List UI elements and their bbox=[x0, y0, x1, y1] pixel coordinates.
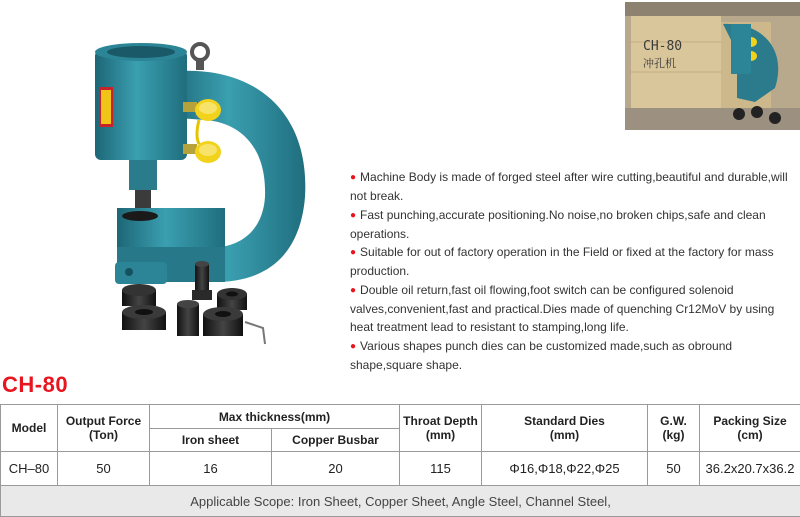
bullet-icon: ● bbox=[350, 341, 356, 352]
header-model: Model bbox=[1, 405, 58, 452]
bullet-icon: ● bbox=[350, 285, 356, 296]
header-copper-busbar: Copper Busbar bbox=[272, 429, 400, 452]
header-gw: G.W. (kg) bbox=[648, 405, 700, 452]
feature-text: Suitable for out of factory operation in the Field or fixed at the factory for mass production. bbox=[350, 245, 774, 278]
feature-text: Double oil return,fast oil flowing,foot switch can be configured solenoid valves,convenient,fast and practical.Dies made of quenching Cr12MoV by using heat treatment lead to resistant to stamping,long life. bbox=[350, 283, 774, 335]
header-output-force: Output Force (Ton) bbox=[58, 405, 150, 452]
spec-table bbox=[0, 404, 800, 517]
crate-label: CH-80 冲孔机 bbox=[643, 38, 682, 72]
table-header-row bbox=[1, 405, 800, 429]
feature-item bbox=[350, 206, 796, 244]
feature-item bbox=[350, 281, 796, 337]
hydraulic-punch-machine-image bbox=[95, 32, 310, 352]
feature-item bbox=[350, 243, 796, 281]
model-title: CH-80 bbox=[2, 372, 68, 398]
feature-text: Various shapes punch dies can be customized made,such as obround shape,square shape. bbox=[350, 339, 732, 372]
cell-copper-busbar: 20 bbox=[272, 452, 400, 486]
bullet-icon: ● bbox=[350, 210, 356, 221]
product-photo bbox=[625, 2, 800, 130]
cell-gw: 50 bbox=[648, 452, 700, 486]
header-standard-dies: Standard Dies (mm) bbox=[482, 405, 648, 452]
bullet-icon: ● bbox=[350, 247, 356, 258]
cell-iron-sheet: 16 bbox=[150, 452, 272, 486]
header-max-thickness: Max thickness(mm) bbox=[150, 405, 400, 429]
oil-port-caps bbox=[183, 99, 221, 163]
cell-standard-dies: Φ16,Φ18,Φ22,Φ25 bbox=[482, 452, 648, 486]
feature-list bbox=[350, 168, 796, 374]
header-iron-sheet: Iron sheet bbox=[150, 429, 272, 452]
cell-packing-size: 36.2x20.7x36.2 bbox=[700, 452, 800, 486]
cell-output-force: 50 bbox=[58, 452, 150, 486]
applicable-scope-row bbox=[1, 486, 800, 517]
feature-item bbox=[350, 168, 796, 206]
table-row bbox=[1, 452, 800, 486]
applicable-scope: Applicable Scope: Iron Sheet, Copper Sheet, Angle Steel, Channel Steel, bbox=[1, 486, 800, 517]
feature-text: Fast punching,accurate positioning.No noise,no broken chips,safe and clean operations. bbox=[350, 208, 766, 241]
feature-text: Machine Body is made of forged steel after wire cutting,beautiful and durable,will not break. bbox=[350, 170, 788, 203]
bullet-icon: ● bbox=[350, 172, 356, 183]
header-throat-depth: Throat Depth (mm) bbox=[400, 405, 482, 452]
cell-model: CH–80 bbox=[1, 452, 58, 486]
feature-item bbox=[350, 337, 796, 375]
header-packing-size: Packing Size (cm) bbox=[700, 405, 800, 452]
cell-throat-depth: 115 bbox=[400, 452, 482, 486]
